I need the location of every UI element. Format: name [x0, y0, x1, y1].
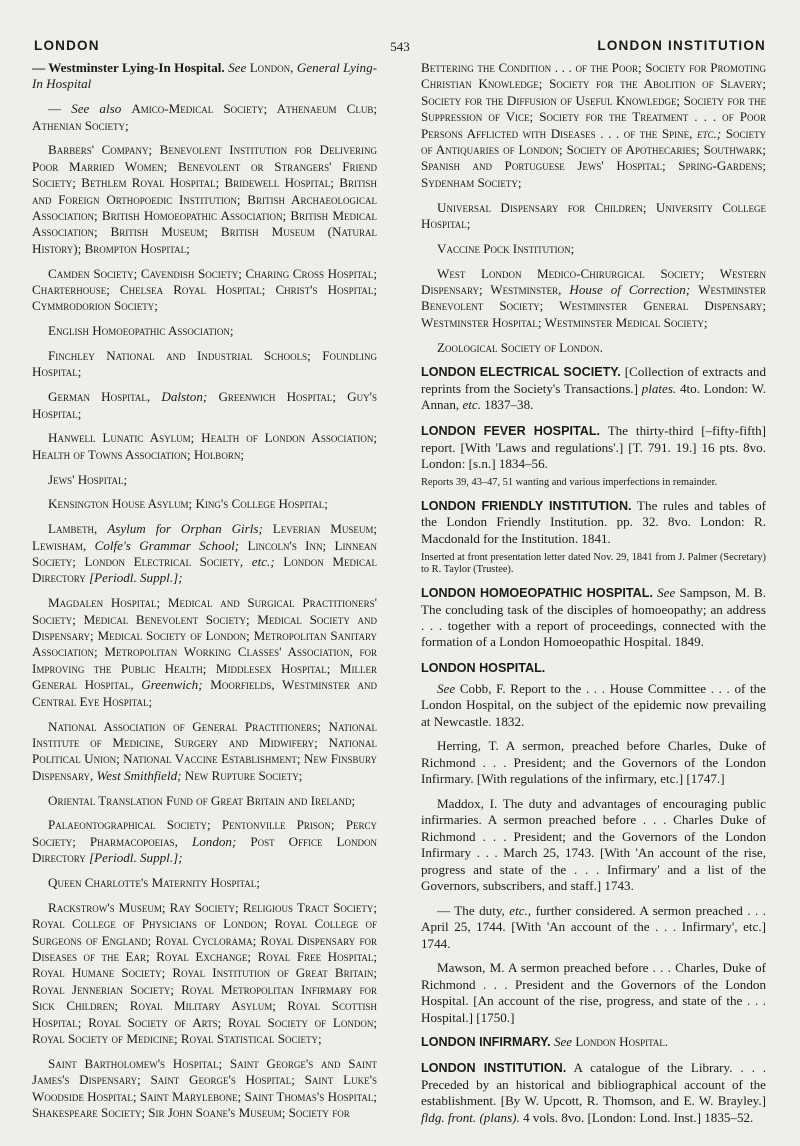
see-also-u: Universal Dispensary for Children; University College Hospital;	[421, 199, 766, 232]
see-also-h: Hanwell Lunatic Asylum; Health of London Association; Health of Towns Association; Holborn;	[32, 430, 377, 462]
entry-london-institution: LONDON INSTITUTION. A catalogue of the Library. . . . Preceded by an historical and bibliographical account of the establishment. [By W. Upcott, R. Thomson, and E. W. Brayley.] fldg. front. (plans). 4 vols. 8vo. [London: Lond. Inst.] 1835–52.	[421, 1060, 767, 1125]
entry-london-homoeopathic-hospital: LONDON HOMOEOPATHIC HOSPITAL. See Sampson, M. B. The concluding task of the disciples of homoeopathy; an address . . . together with a report of proceedings, connected with the formation of a London Homoeopathic Hospital. 1849.	[421, 585, 766, 650]
running-header	[34, 38, 766, 56]
see-also-l: Lambeth, Asylum for Orphan Girls; Leverian Museum; Lewisham, Colfe's Grammar School; Lincoln's Inn; Linnean Society; London Electrical Society, etc.; London Medical Directory [Periodl. Suppl.];	[32, 521, 378, 586]
see-also-b: Barbers' Company; Benevolent Institution for Delivering Poor Married Women; Benevolent or Strangers' Friend Society; Bethlem Royal Hospital; Bridewell Hospital; British and Foreign Orthopoedic Institution; British Archaeological Association; British Homoeopathic Association; British Medical Association; British Museum; British Museum (Natural History); Brompton Hospital;	[32, 142, 377, 256]
right-column	[421, 60, 766, 1135]
entry-london-hospital-maddox-2: — The duty, etc., further considered. A sermon preached . . . April 25, 1744. [With 'An account of the . . . Infirmary', etc.] 1744.	[421, 902, 767, 951]
see-also-p: Palaeontographical Society; Pentonville Prison; Percy Society; Pharmacopoeias, London; Post Office London Directory [Periodl. Suppl.];	[32, 817, 377, 866]
entry-london-infirmary: LONDON INFIRMARY. See London Hospital.	[421, 1034, 669, 1050]
see-also-k: Kensington House Asylum; King's College Hospital;	[48, 496, 328, 512]
see-also-s-continued: Bettering the Condition . . . of the Poor; Society for Promoting Christian Knowledge; Society for the Abolition of Slavery; Society for the Diffusion of Useful Knowledge; Society for the Suppression of Vice; Society for the Treatment . . . of Poor Persons Afflicted with Diseases . . . of the Spine, etc.; Society of Antiquaries of London; Society of Apothecaries; Southwark; Spanish and Portuguese Jews' Hospital; Spring-Gardens; Sydenham Society;	[421, 60, 767, 190]
see-also-r: Rackstrow's Museum; Ray Society; Religious Tract Society; Royal College of Physicians of London; Royal College of Surgeons of England; Royal Cyclorama; Royal Dispensary for Diseases of the Ear; Royal Exchange; Royal Free Hospital; Royal Humane Society; Royal Institution of Great Britain; Royal Jennerian Society; Royal Metropolitan Infirmary for Sick Children; Royal Military Asylum; Royal Scottish Hospital; Royal Society of Arts; Royal Society of London; Royal Society of Medicine; Royal Statistical Society;	[32, 899, 377, 1046]
entry-london-hospital-heading: LONDON HOSPITAL.	[421, 661, 546, 676]
entry-london-hospital-mawson: Mawson, M. A sermon preached before . . . Charles, Duke of Richmond . . . President and the Governors of the London Hospital. [An account of the rise, progress, and state of the . . . Hospital.] [1750.]	[421, 960, 766, 1025]
page-number: 543	[390, 39, 410, 54]
entry-london-hospital-herring: Herring, T. A sermon, preached before Charles, Duke of Richmond . . . President; and the Governors of the London Infirmary. [With regulations of the infirmary, etc.] [1747.]	[421, 738, 766, 787]
note-fever-hospital: Reports 39, 43–47, 51 wanting and various imperfections in remainder.	[421, 476, 718, 488]
header-right: LONDON INSTITUTION	[597, 38, 766, 53]
entry-london-hospital-maddox: Maddox, I. The duty and advantages of encouraging public infirmaries. A sermon preached before . . . Charles Duke of Richmond . . . President; and the Governors of the London Infirmary . . . March 25, 1743. [With 'An account of the rise, progress and state of the . . . Infirmary' and a list of the Governors, subscribers, and staff.] 1743.	[421, 795, 766, 893]
see-also-m: Magdalen Hospital; Medical and Surgical Practitioners' Society; Medical Benevolent Society; Medical Society and Dispensary; Medical Society of London; Metropolitan Sanitary Association; Metropolitan Working Classes' Association, for Improving the Public Health; Middlesex Hospital; Miller General Hospital, Greenwich; Moorfields, Westminster and Central Eye Hospital;	[32, 595, 377, 709]
entry-westminster-lying-in: — Westminster Lying-In Hospital. See London, General Lying-In Hospital	[32, 60, 377, 92]
see-also-f: Finchley National and Industrial Schools; Foundling Hospital;	[32, 348, 377, 380]
see-also-s: Saint Bartholomew's Hospital; Saint George's and Saint James's Dispensary; Saint George's Hospital; Saint Luke's Woodside Hospital; Saint Marylebone; Saint Thomas's Hospital; Shakespeare Society; Sir John Soane's Museum; Society for	[32, 1055, 377, 1120]
see-also-intro: — See also Amico-Medical Society; Athenaeum Club; Athenian Society;	[32, 101, 377, 133]
entry-london-electrical-society: LONDON ELECTRICAL SOCIETY. [Collection of extracts and reprints from the Society's Transactions.] plates. 4to. London: W. Annan, etc. 1837–38.	[421, 364, 766, 413]
left-column	[32, 60, 377, 1130]
entry-london-hospital-cobb: See Cobb, F. Report to the . . . House Committee . . . of the London Hospital, on the subject of the epidemic now prevailing at Newcastle. 1832.	[421, 680, 766, 729]
see-also-c: Camden Society; Cavendish Society; Charing Cross Hospital; Charterhouse; Chelsea Royal Hospital; Christ's Hospital; Cymmrodorion Society;	[32, 265, 377, 314]
see-also-g: German Hospital, Dalston; Greenwich Hospital; Guy's Hospital;	[32, 389, 378, 421]
see-also-o: Oriental Translation Fund of Great Britain and Ireland;	[48, 792, 356, 808]
see-also-n: National Association of General Practitioners; National Institute of Medicine, Surgery and Midwifery; National Political Union; National Vaccine Establishment; New Finsbury Dispensary, West Smithfield; New Rupture Society;	[32, 718, 377, 783]
see-also-e: English Homoeopathic Association;	[48, 323, 234, 339]
header-left: LONDON	[34, 38, 100, 53]
entry-london-fever-hospital: LONDON FEVER HOSPITAL. The thirty-third [–fifty-fifth] report. [With 'Laws and regulations'.] [T. 791. 19.] 16 pts. 8vo. London: [s.n.] 1834–56.	[421, 423, 766, 471]
see-also-w: West London Medico-Chirurgical Society; Western Dispensary; Westminster, House of Correction; Westminster Benevolent Society; Westminster General Dispensary; Westminster Hospital; Westminster Medical Society;	[421, 265, 767, 330]
see-also-v: Vaccine Pock Institution;	[437, 240, 575, 256]
see-also-z: Zoological Society of London.	[437, 339, 603, 355]
see-also-j: Jews' Hospital;	[48, 471, 128, 487]
entry-london-friendly-institution: LONDON FRIENDLY INSTITUTION. The rules and tables of the London Friendly Institution. pp. 32. 8vo. London: R. Macdonald for the Institution. 1841.	[421, 497, 766, 546]
note-friendly-institution: Inserted at front presentation letter dated Nov. 29, 1841 from J. Palmer (Secretary) to R. Taylor (Trustee).	[421, 551, 766, 576]
see-also-q: Queen Charlotte's Maternity Hospital;	[48, 874, 260, 890]
